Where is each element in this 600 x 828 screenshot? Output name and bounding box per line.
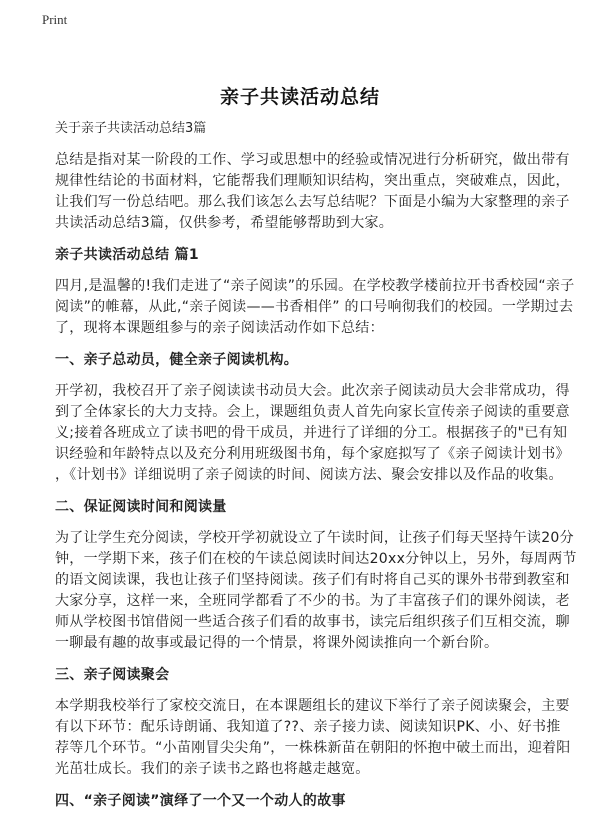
paragraph-line: 规律性结论的书面材料，它能帮我们理顺知识结构，突出重点，突破难点，因此， <box>55 173 570 189</box>
document-subtitle: 关于亲子共读活动总结3篇 <box>55 121 207 136</box>
paragraph-line: 让我们写一份总结吧。那么我们该怎么去写总结呢？下面是小编为大家整理的亲子 <box>55 194 570 210</box>
document-body <box>55 119 577 822</box>
paragraph <box>55 276 575 339</box>
paragraph <box>55 528 577 654</box>
paragraph-line: 本学期我校举行了家校交流日，在本课题组长的建议下举行了亲子阅读聚会，主要 <box>55 698 570 714</box>
paragraph-line: 钟，一学期下来，孩子们在校的午读总阅读时间达20xx分钟以上，另外，每周两节 <box>55 551 577 567</box>
paragraph-line: 开学初，我校召开了亲子阅读读书动员大会。此次亲子阅读动员大会非常成功，得 <box>55 383 570 399</box>
paragraph-line: 的语文阅读课，我也让孩子们坚持阅读。孩子们有时将自己买的课外书带到教室和 <box>55 572 570 588</box>
paragraph-line: 大家分享，这样一来，全班同学都看了不少的书。为了丰富孩子们的课外阅读，老 <box>55 593 570 609</box>
paragraph-line: 一聊最有趣的故事或最记得的一个情景，将课外阅读推向一个新台阶。 <box>55 635 499 651</box>
paragraph-line: 四月,是温馨的!我们走进了“亲子阅读”的乐园。在学校教学楼前拉开书香校园“亲子 <box>55 278 575 294</box>
paragraph-line: ，《计划书》详细说明了亲子阅读的时间、阅读方法、聚会安排以及作品的收集。 <box>55 467 563 483</box>
paragraph-line: 识经验和年龄特点以及充分利用班级图书角，每个家庭拟写了《亲子阅读计划书》 <box>55 446 570 462</box>
document-title: 亲子共读活动总结 <box>219 86 380 108</box>
paragraph-line: 光茁壮成长。我们的亲子读书之路也将越走越宽。 <box>55 761 370 777</box>
section-heading: 四、“亲子阅读”演绎了一个又一个动人的故事 <box>55 793 346 809</box>
section-heading: 三、亲子阅读聚会 <box>55 667 170 683</box>
paragraph-line: 共读活动总结3篇，仅供参考，希望能够帮助到大家。 <box>55 215 394 231</box>
paragraph <box>55 150 570 234</box>
paragraph-line: 到了全体家长的大力支持。会上，课题组负责人首先向家长宣传亲子阅读的重要意 <box>55 404 570 420</box>
paragraph <box>55 696 571 780</box>
paragraph-line: 了，现将本课题组参与的亲子阅读活动作如下总结： <box>55 320 384 336</box>
paragraph-line: 义;接着各班成立了读书吧的骨干成员，并进行了详细的分工。根据孩子的"已有知 <box>55 425 568 441</box>
paragraph-line: 有以下环节：配乐诗朗诵、我知道了??、亲子接力读、阅读知识PK、小、好书推 <box>55 719 561 735</box>
section-heading: 亲子共读活动总结 篇1 <box>55 247 199 263</box>
section-heading: 二、保证阅读时间和阅读量 <box>55 499 227 515</box>
paragraph-line: 阅读”的帷幕，从此,“亲子阅读——书香相伴” 的口号响彻我们的校园。一学期过去 <box>55 299 574 315</box>
paragraph-line: 荐等几个环节。“小苗刚冒尖尖角”，一株株新苗在朝阳的怀抱中破土而出，迎着阳 <box>55 740 571 756</box>
print-link[interactable]: Print <box>42 12 68 27</box>
paragraph-line: 总结是指对某一阶段的工作、学习或思想中的经验或情况进行分析研究，做出带有 <box>55 152 570 168</box>
paragraph-line: 师从学校图书馆借阅一些适合孩子们看的故事书，读完后组织孩子们互相交流，聊 <box>55 614 570 630</box>
paragraph-line: 为了让学生充分阅读，学校开学初就设立了午读时间，让孩子们每天坚持午读20分 <box>55 530 574 546</box>
paragraph <box>55 381 570 486</box>
section-heading: 一、亲子总动员，健全亲子阅读机构。 <box>55 352 299 368</box>
